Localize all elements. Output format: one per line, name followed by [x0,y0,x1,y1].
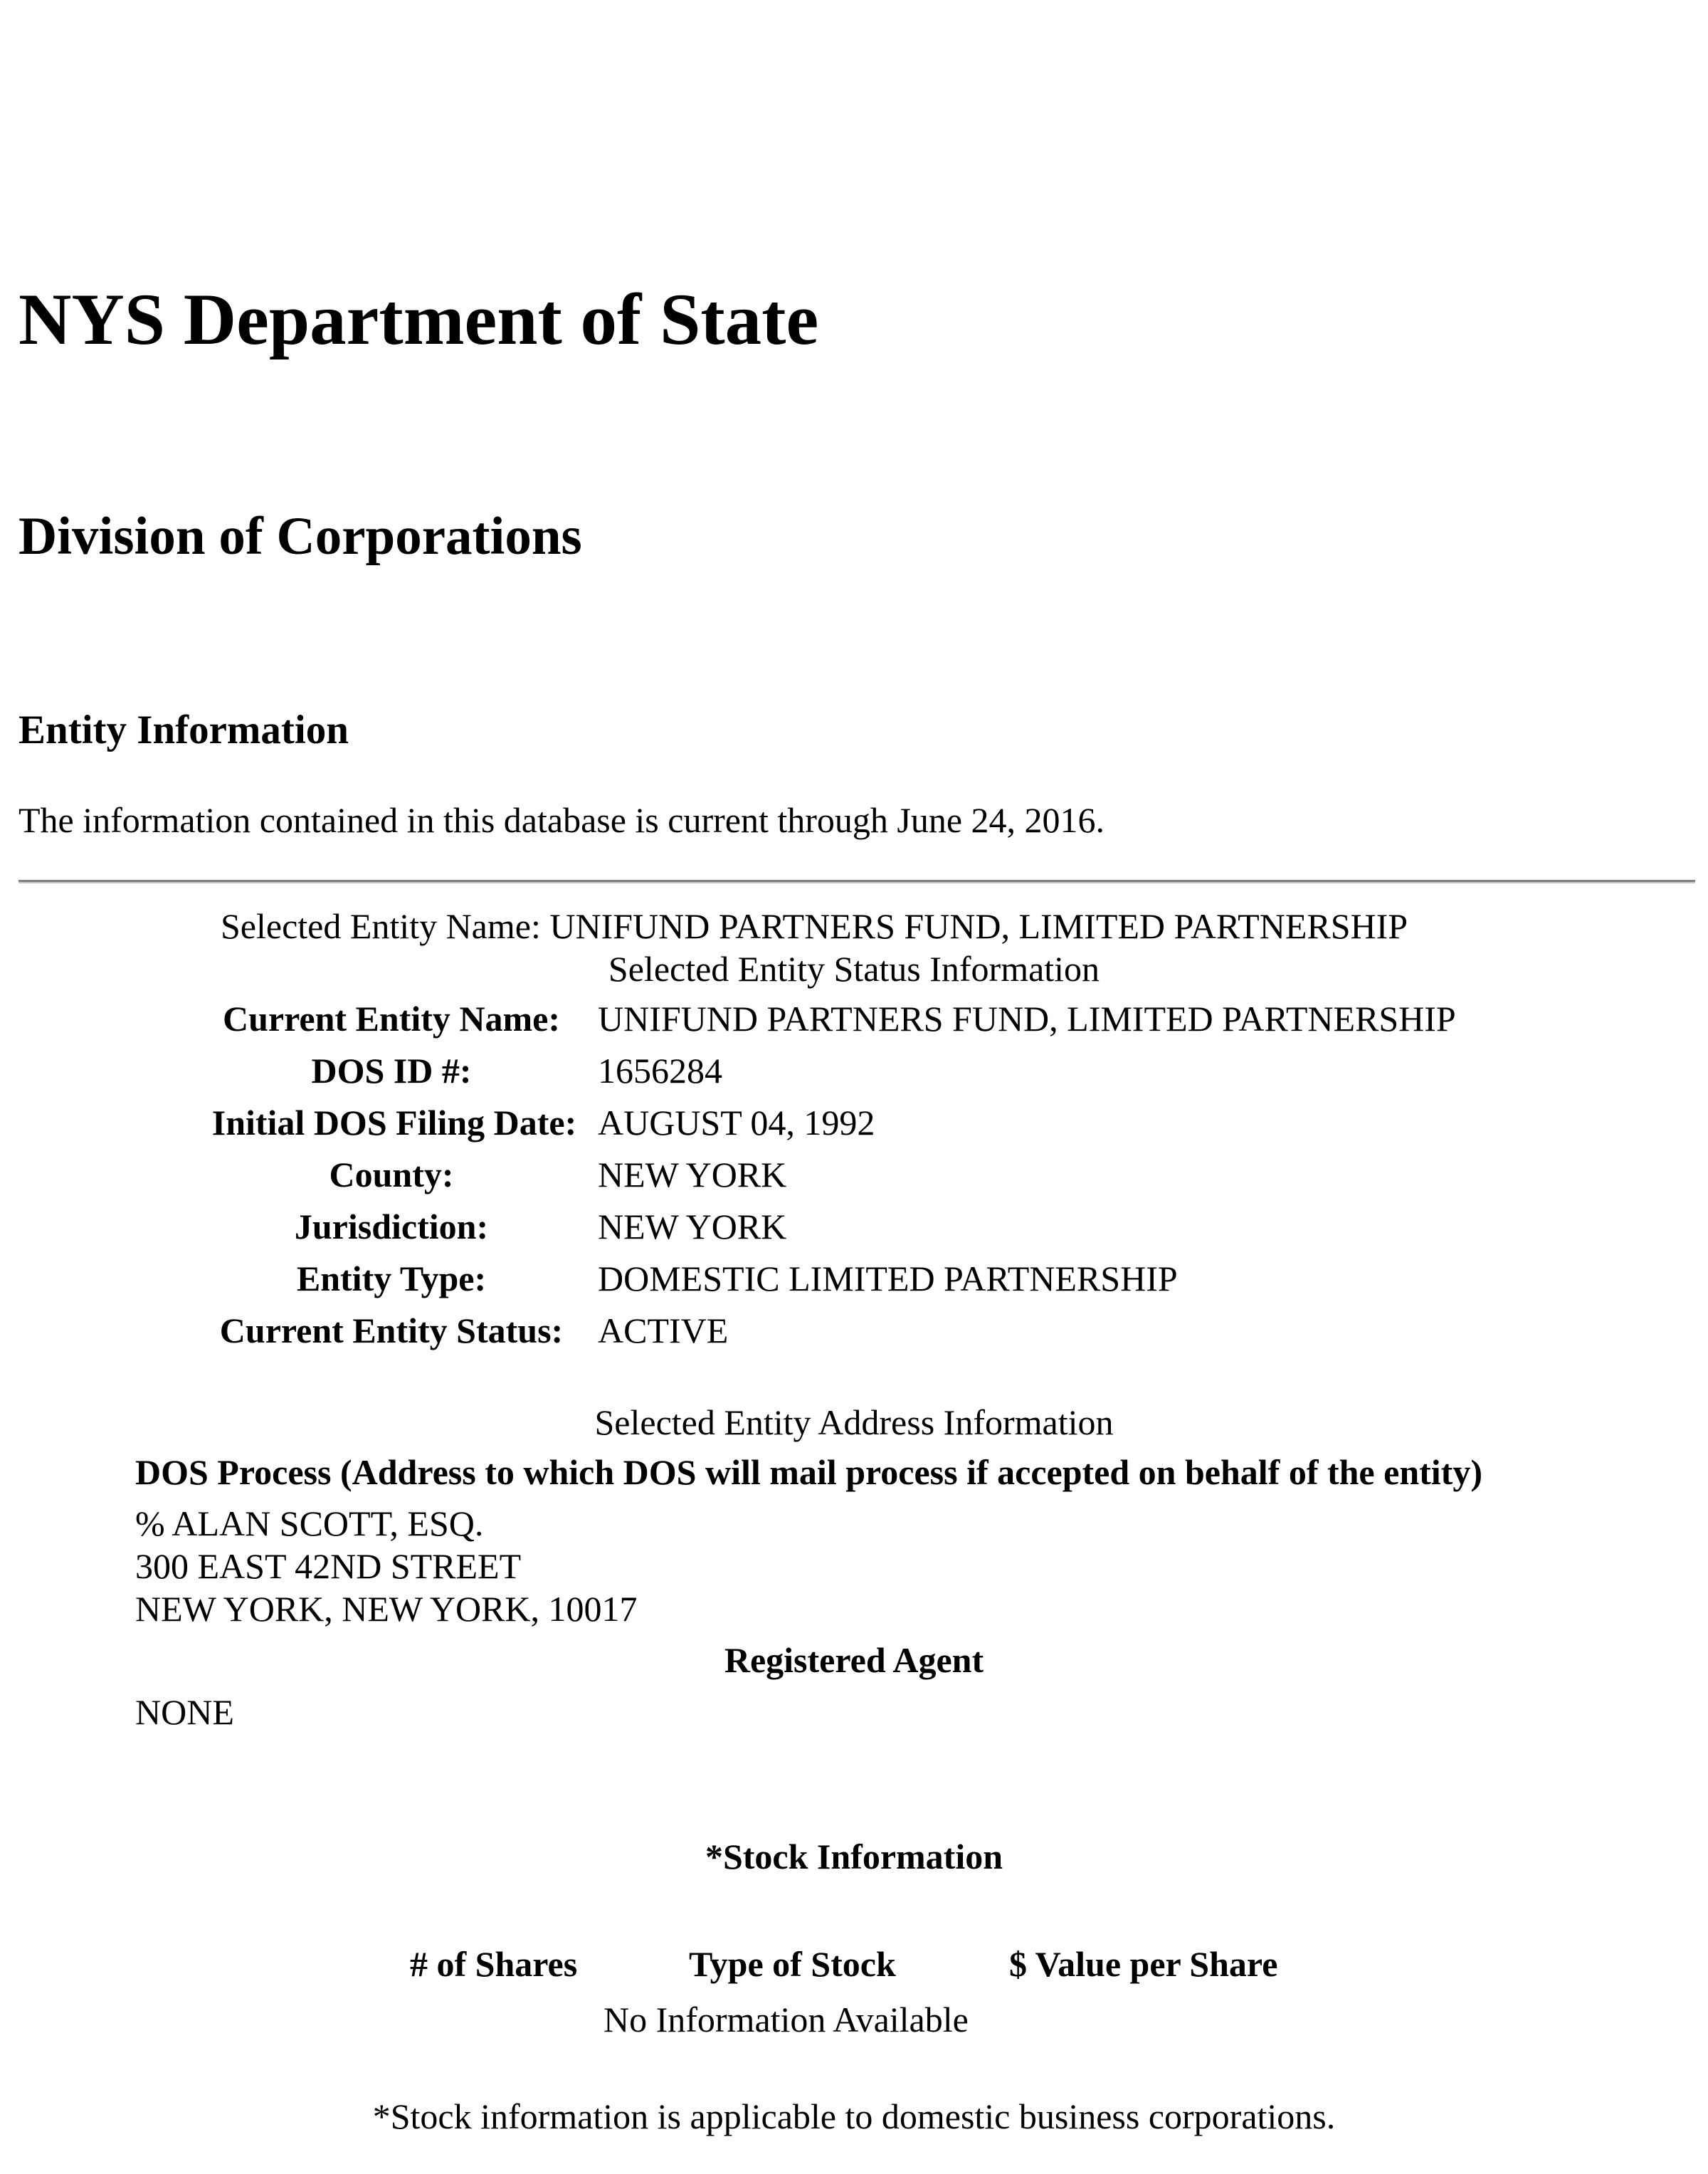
page-title: NYS Department of State [19,279,819,360]
process-address-line-2: 300 EAST 42ND STREET [135,1546,522,1586]
value-county: NEW YORK [598,1155,787,1194]
process-address-line-1: % ALAN SCOTT, ESQ. [135,1503,484,1543]
selected-entity-name-value: UNIFUND PARTNERS FUND, LIMITED PARTNERSHIP [549,906,1408,946]
label-dos-id: DOS ID #: [311,1051,472,1091]
column-header-value-per-share: $ Value per Share [1009,1944,1278,1984]
label-county: County: [329,1155,454,1194]
division-title: Division of Corporations [19,507,582,566]
stock-section-heading: *Stock Information [705,1837,1003,1876]
horizontal-rule [19,880,1695,883]
label-current-status: Current Entity Status: [219,1311,564,1350]
value-dos-id: 1656284 [598,1051,722,1091]
dos-process-label: DOS Process (Address to which DOS will mail process if accepted on behalf of the entity) [135,1452,1482,1492]
column-header-stock-type: Type of Stock [689,1944,896,1984]
process-address-line-3: NEW YORK, NEW YORK, 10017 [135,1589,638,1629]
value-entity-type: DOMESTIC LIMITED PARTNERSHIP [598,1259,1178,1298]
selected-entity-name-label: Selected Entity Name: [221,906,541,946]
registered-agent-value: NONE [135,1692,234,1732]
label-initial-filing-date: Initial DOS Filing Date: [211,1103,577,1143]
currency-note: The information contained in this database is current through June 24, 2016. [19,800,1105,840]
stock-footnote: *Stock information is applicable to domestic business corporations. [372,2096,1336,2136]
stock-empty-message: No Information Available [603,2000,969,2039]
value-jurisdiction: NEW YORK [598,1207,787,1246]
label-jurisdiction: Jurisdiction: [294,1207,489,1246]
address-section-heading: Selected Entity Address Information [594,1402,1114,1442]
value-initial-filing-date: AUGUST 04, 1992 [598,1103,875,1143]
registered-agent-label: Registered Agent [724,1640,984,1680]
label-current-entity-name: Current Entity Name: [223,999,560,1039]
column-header-shares: # of Shares [410,1944,578,1984]
value-current-status: ACTIVE [598,1311,729,1350]
value-current-entity-name: UNIFUND PARTNERS FUND, LIMITED PARTNERSHIP [598,999,1456,1039]
selected-entity-name [221,908,1408,944]
label-entity-type: Entity Type: [296,1259,487,1298]
status-section-heading: Selected Entity Status Information [608,949,1100,989]
section-title: Entity Information [19,708,349,752]
